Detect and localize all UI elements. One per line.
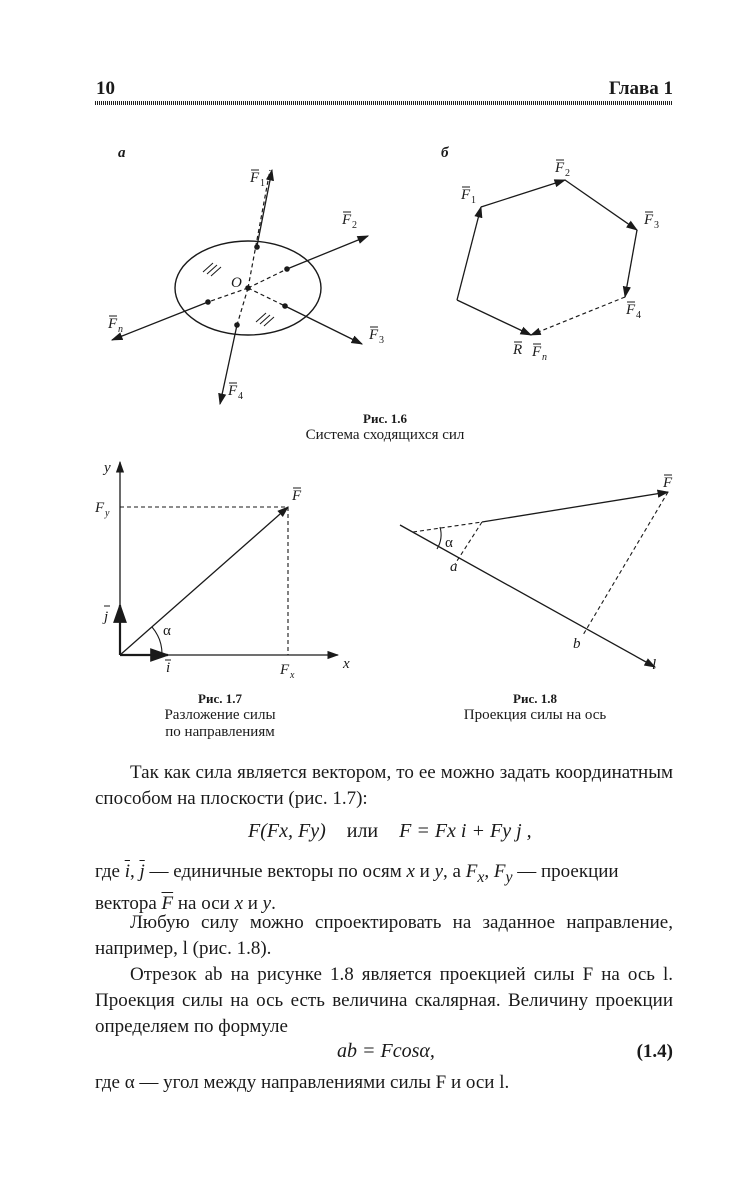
unit-i-symbol: $\overline{i}$ xyxy=(124,861,130,882)
svg-text:3: 3 xyxy=(654,220,659,231)
angle-arc xyxy=(152,627,162,655)
label-alpha: α xyxy=(445,535,453,551)
label-f4-a xyxy=(227,383,243,402)
point-origin xyxy=(245,285,251,291)
svg-text:n: n xyxy=(118,324,123,335)
svg-text:F: F xyxy=(626,302,636,318)
p2-part-g: на оси xyxy=(177,892,230,914)
vector-fn-arrow xyxy=(112,302,208,340)
svg-text:F: F xyxy=(280,662,290,678)
y-axis-label: y xyxy=(104,460,111,476)
fig-1-8-caption xyxy=(420,690,650,724)
svg-text:F: F xyxy=(292,488,302,504)
fig-1-7-number: Рис. 1.7 xyxy=(198,691,242,706)
projection-line-a xyxy=(455,522,482,564)
formula-2-number: (1.4) xyxy=(636,1041,673,1062)
svg-text:4: 4 xyxy=(636,310,641,321)
label-a: a xyxy=(450,559,458,575)
formula-1 xyxy=(248,820,532,843)
svg-text:F: F xyxy=(228,383,238,399)
p2-part-d: , а xyxy=(443,861,461,882)
svg-text:F: F xyxy=(250,170,260,186)
fig-1-6-label-b: б xyxy=(441,145,449,161)
label-fn-a xyxy=(107,316,123,335)
fig-1-7-title-line1: Разложение силы xyxy=(164,707,276,723)
p2-part-e: — xyxy=(517,861,537,882)
svg-text:F: F xyxy=(108,316,118,332)
label-alpha: α xyxy=(163,623,171,639)
label-f2-a xyxy=(341,212,357,231)
formula-1-right: F = Fx i + Fy j , xyxy=(399,820,532,842)
label-f xyxy=(291,488,302,504)
svg-text:3: 3 xyxy=(379,335,384,346)
vector-f xyxy=(120,507,288,655)
p2-part-h: и xyxy=(247,892,258,914)
unit-j-symbol: $\overline{j}$ xyxy=(139,861,145,882)
label-j xyxy=(102,606,110,625)
hatch-mark-1 xyxy=(203,263,221,276)
svg-text:F: F xyxy=(663,475,673,491)
formula-2 xyxy=(337,1040,435,1063)
paragraph-2: где $\overline{i}$, $\overline{j}$ — единичные векторы по осям x и y, а $F_x$, $F_y$ — проекции вектора $\overline{F}$ на оси x и y. xyxy=(95,861,619,914)
svg-text:F: F xyxy=(369,327,379,343)
svg-text:F: F xyxy=(532,344,542,360)
vector-f1-b xyxy=(457,207,481,300)
paragraph-4: Отрезок ab на рисунке 1.8 является проекцией силы F на ось l. Проекция силы на ось есть величина скалярная. Величину проекции определяем по формуле xyxy=(95,964,673,1037)
page-number: 10 xyxy=(96,78,115,99)
formula-2-expr: ab = Fcosα, xyxy=(337,1040,435,1062)
svg-text:x: x xyxy=(290,670,295,681)
p2-part-a: где xyxy=(95,861,120,882)
dashed-line-f3 xyxy=(248,288,285,306)
label-f2-b xyxy=(554,160,570,179)
dashed-line-fn xyxy=(208,288,248,302)
svg-text:n: n xyxy=(542,352,547,363)
svg-text:F: F xyxy=(461,187,471,203)
label-fy xyxy=(94,500,110,519)
fig-1-8-title: Проекция силы на ось xyxy=(463,707,607,723)
fig-1-6-a xyxy=(107,145,384,404)
fig-1-6-number: Рис. 1.6 xyxy=(363,411,407,426)
svg-text:F: F xyxy=(342,212,352,228)
fig-1-7 xyxy=(94,460,350,681)
fig-1-6-title: Система сходящихся сил xyxy=(305,427,465,443)
label-r-b xyxy=(512,342,522,358)
label-l: l xyxy=(652,657,657,673)
label-f1-b xyxy=(460,187,476,206)
vector-f2-arrow xyxy=(287,236,368,269)
label-i xyxy=(165,660,171,676)
formula-1-or: или xyxy=(346,820,379,842)
dashed-line-f2 xyxy=(248,269,287,288)
vector-f4-b xyxy=(625,230,637,297)
label-f1-a xyxy=(249,170,265,189)
point-f3 xyxy=(282,303,288,309)
extension-line xyxy=(413,522,482,532)
dashed-line-f4 xyxy=(237,288,248,325)
svg-text:y: y xyxy=(105,508,110,519)
fig-1-6-caption xyxy=(250,410,520,444)
vector-f xyxy=(482,492,668,522)
paragraph-3: Любую силу можно спроектировать на заданное направление, например, l (рис. 1.8). xyxy=(95,912,673,959)
svg-text:F: F xyxy=(644,212,654,228)
fig-1-6-b xyxy=(441,145,659,363)
chapter-title: Глава 1 xyxy=(608,78,673,99)
svg-text:2: 2 xyxy=(565,168,570,179)
origin-label: O xyxy=(231,275,242,291)
label-b: b xyxy=(573,636,581,652)
svg-text:1: 1 xyxy=(260,178,265,189)
p2-part-c: и xyxy=(419,861,430,882)
fig-1-8-number: Рис. 1.8 xyxy=(513,691,557,706)
point-f4 xyxy=(234,322,240,328)
point-f1 xyxy=(254,244,260,250)
svg-text:i: i xyxy=(166,660,171,676)
projection-line-b xyxy=(583,492,668,635)
svg-text:4: 4 xyxy=(238,391,243,402)
formula-1-left: F(Fx, Fy) xyxy=(248,820,326,842)
fig-1-7-caption xyxy=(120,690,320,741)
p2-part-b: — единичные векторы по осям xyxy=(149,861,402,882)
label-f3-a xyxy=(368,327,384,346)
x-axis-label: x xyxy=(343,656,350,672)
label-fx xyxy=(279,662,295,681)
vector-fn-b xyxy=(531,297,625,335)
paragraph-5: где α — угол между направлениями силы F и оси l. xyxy=(95,1072,510,1093)
vector-f3-arrow xyxy=(285,306,362,344)
label-f xyxy=(662,475,673,491)
svg-text:F: F xyxy=(555,160,565,176)
vector-f3-b xyxy=(565,180,637,230)
fig-1-6-label-a: а xyxy=(118,145,126,161)
svg-text:j: j xyxy=(104,609,109,625)
vector-r-b xyxy=(457,300,531,335)
vector-f2-b xyxy=(481,180,565,207)
label-f4-b xyxy=(625,302,641,321)
dashed-line-f1 xyxy=(248,170,270,288)
label-fn-b xyxy=(531,344,547,363)
point-f2 xyxy=(284,266,290,272)
svg-text:R: R xyxy=(513,342,523,358)
label-f3-b xyxy=(643,212,659,231)
p2-part-f: проекции вектора xyxy=(95,861,619,914)
point-fn xyxy=(205,299,211,305)
svg-text:1: 1 xyxy=(471,195,476,206)
paragraph-1: Так как сила является вектором, то ее можно задать координатным способом на плоскости (рис. 1.7): xyxy=(95,762,673,809)
svg-text:F: F xyxy=(95,500,105,516)
hatch-mark-2 xyxy=(256,313,274,326)
fig-1-8 xyxy=(400,475,673,673)
fig-1-7-title-line2: по направлениям xyxy=(165,724,275,740)
svg-text:2: 2 xyxy=(352,220,357,231)
